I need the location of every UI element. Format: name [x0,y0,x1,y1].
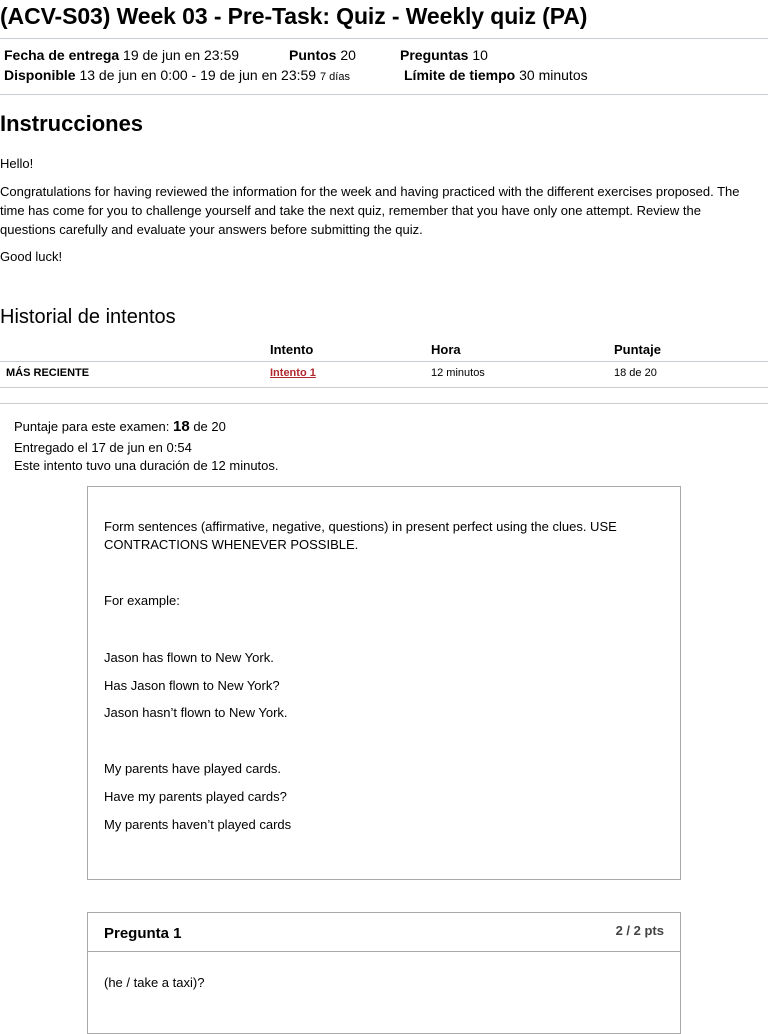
score-suffix: de 20 [193,419,226,434]
available-days: 7 días [319,71,350,83]
questions-label: Preguntas [400,47,469,63]
due-label: Fecha de entrega [4,47,120,63]
points-value: 20 [340,47,356,63]
instructions-body [0,182,768,239]
score-summary [14,418,226,435]
time-limit-label: Límite de tiempo [404,67,516,83]
row-time: 12 minutos [431,367,485,379]
quiz-title: (ACV-S03) Week 03 - Pre-Task: Quiz - Weekly quiz (PA) [0,3,588,29]
due-value: 19 de jun en 23:59 [123,47,240,63]
instructions-line-2: time has come for you to challenge yourself and take the next quiz, remember that you have only one attempt. Review the [0,203,701,218]
instructions-heading: Instrucciones [0,111,144,136]
attempt-link[interactable]: Intento 1 [270,367,316,379]
time-limit-value: 30 minutos [519,67,588,83]
score-prefix: Puntaje para este examen: [14,419,170,434]
score-value: 18 [173,418,190,435]
example-label: For example: [104,593,180,608]
instructions-line-1: Congratulations for having reviewed the information for the week and having practiced with the different exercises proposed. The [0,184,740,199]
title-divider [0,38,768,39]
question-header [88,913,680,952]
example-1: Jason has flown to New York. [104,650,274,665]
points-label: Puntos [289,47,337,63]
instructions-closing: Good luck! [0,249,63,264]
box-line-2: CONTRACTIONS WHENEVER POSSIBLE. [104,537,359,552]
question-prompt: (he / take a taxi)? [104,975,205,990]
instructions-line-3: questions carefully and evaluate your answers before submitting the quiz. [0,222,423,237]
history-row-divider [0,387,768,388]
column-score: Puntaje [614,342,661,357]
example-6: My parents haven’t played cards [104,817,292,832]
question-points: 2 / 2 pts [615,923,664,938]
points [289,47,356,63]
history-heading: Historial de intentos [0,306,176,328]
questions-value: 10 [472,47,488,63]
question-card [87,912,681,1034]
available-label: Disponible [4,67,76,83]
instructions-greeting: Hello! [0,156,34,171]
duration-text: Este intento tuvo una duración de 12 minutos. [14,458,279,473]
example-4: My parents have played cards. [104,761,282,776]
example-3: Jason hasn’t flown to New York. [104,705,288,720]
section-divider [0,403,768,404]
submitted-text: Entregado el 17 de jun en 0:54 [14,440,192,455]
available-value: 13 de jun en 0:00 - 19 de jun en 23:59 [79,67,317,83]
question-title: Pregunta 1 [104,925,182,942]
column-time: Hora [431,342,461,357]
example-2: Has Jason flown to New York? [104,678,280,693]
column-attempt: Intento [270,342,314,357]
available [4,67,350,83]
box-line-1: Form sentences (affirmative, negative, questions) in present perfect using the clues. USE [104,519,617,534]
example-5: Have my parents played cards? [104,789,287,804]
history-header-divider [0,361,768,362]
meta-divider [0,94,768,95]
time-limit [404,67,588,83]
due-date [4,47,239,63]
row-label: MÁS RECIENTE [6,367,90,379]
row-score: 18 de 20 [614,367,657,379]
questions [400,47,488,63]
